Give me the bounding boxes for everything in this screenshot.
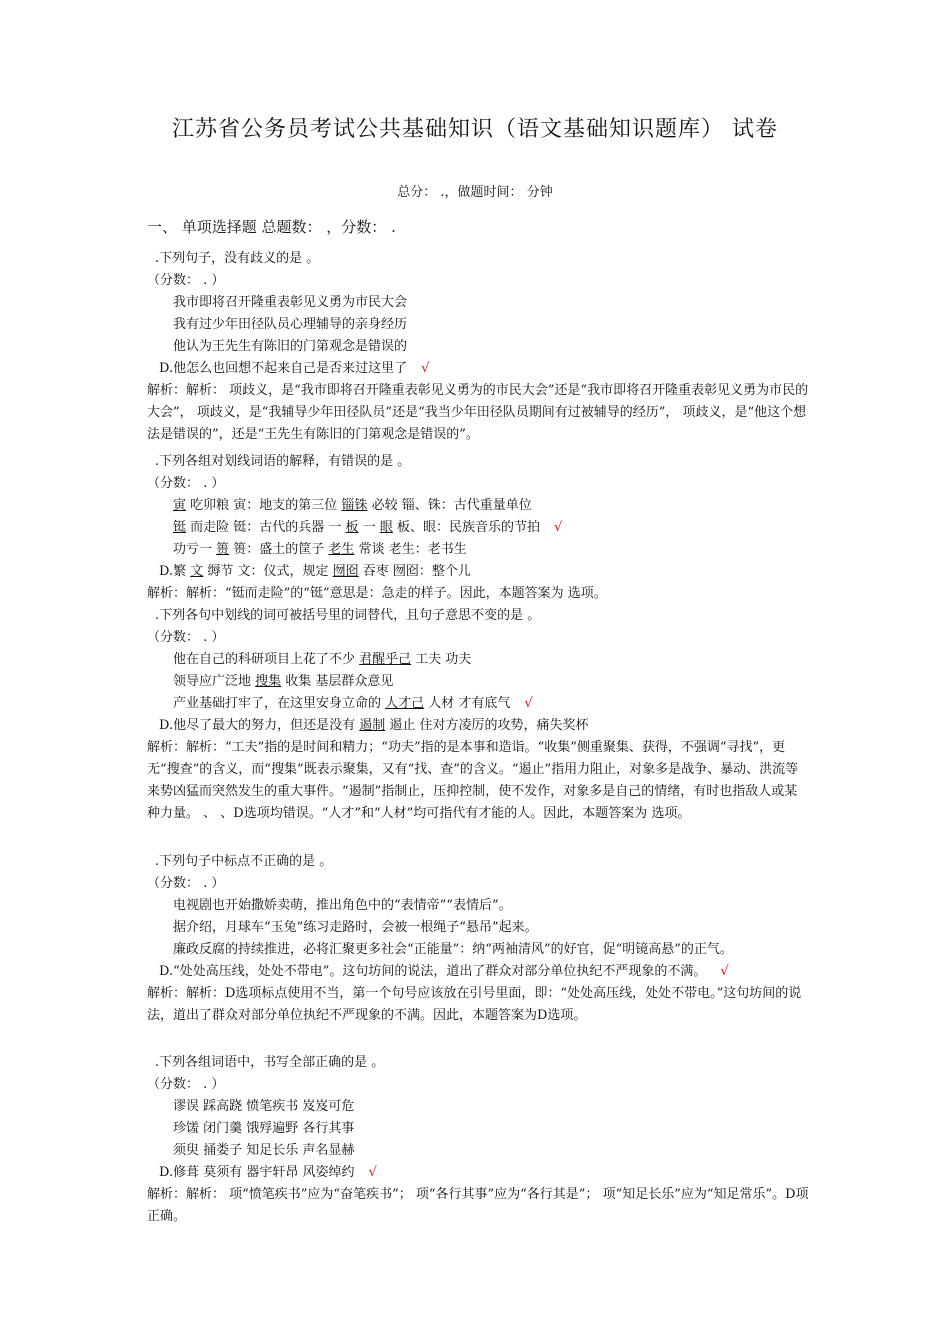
- correct-check-mark: √: [524, 696, 533, 711]
- option-d-text: D.“处处高压线，处处不带电”。这句坊间的说法，道出了群众对部分单位执纪不严现象的不满。: [159, 964, 707, 979]
- option-a: [147, 649, 809, 671]
- option-d: [147, 715, 809, 737]
- correct-check-mark: √: [553, 520, 563, 535]
- option-d: [147, 358, 809, 380]
- underlined-word: 板: [345, 520, 359, 535]
- underlined-word: 搜集: [255, 674, 282, 689]
- option-c: 须臾 捅娄子 知足长乐 声名显赫: [173, 1143, 355, 1158]
- option-text: 缛节 文：仪式，规定: [203, 564, 333, 579]
- question-score: （分数： . ）: [147, 630, 225, 645]
- option-text: 工夫 功夫: [411, 652, 472, 667]
- question-stem: .下列句子中标点不正确的是 。: [155, 854, 333, 869]
- question-score: （分数： . ）: [147, 876, 225, 891]
- question-stem: .下列各句中划线的词可被括号里的词替代，且句子意思不变的是 。: [155, 608, 541, 623]
- option-text: 功亏一: [173, 542, 217, 557]
- option-d: [147, 961, 809, 983]
- option-d-text: D.修葺 莫须有 器宇轩昂 风姿绰约: [159, 1165, 355, 1180]
- option-c: 他认为王先生有陈旧的门第观念是错误的: [173, 339, 408, 354]
- underlined-word: 寅: [173, 498, 187, 513]
- underlined-word: 铤: [173, 520, 187, 535]
- option-c: [147, 539, 809, 561]
- option-a: 谬误 踩高跷 愤笔疾书 岌岌可危: [173, 1099, 355, 1114]
- correct-check-mark: √: [421, 361, 430, 376]
- option-d: [147, 561, 809, 583]
- option-text: 吃卯粮 寅：地支的第三位: [186, 498, 342, 513]
- option-c: 廉政反腐的持续推进，必将汇聚更多社会“正能量”：纳“两袖清风”的好官，促“明镜高悬”的正气。: [173, 942, 733, 957]
- option-text: 他在自己的科研项目上花了不少: [173, 652, 360, 667]
- question-stem: .下列句子，没有歧义的是 。: [155, 251, 320, 266]
- underlined-word: 文: [190, 564, 204, 579]
- option-text: 必较 锱、铢：古代重量单位: [367, 498, 532, 513]
- option-text: 板、眼：民族音乐的节拍: [392, 520, 540, 535]
- question-score: （分数： . ）: [147, 273, 225, 288]
- section-heading: 一、 单项选择题 总题数： ，分数： .: [147, 218, 396, 236]
- option-text: D.繁: [159, 564, 191, 579]
- option-text: 领导应广泛地: [173, 674, 256, 689]
- option-c: [147, 693, 809, 715]
- score-time-line: 总分： .，做题时间： 分钟: [397, 185, 553, 200]
- underlined-word: 眼: [379, 520, 393, 535]
- option-text: 而走险 铤：古代的兵器 一: [186, 520, 346, 535]
- option-text: 产业基础打牢了，在这里安身立命的: [173, 696, 386, 711]
- option-text: 收集 基层群众意见: [281, 674, 394, 689]
- question-stem: .下列各组对划线词语的解释，有错误的是 。: [155, 454, 411, 469]
- underlined-word: 囫囵: [332, 564, 359, 579]
- option-d: [147, 1162, 809, 1184]
- option-b: [147, 671, 809, 693]
- option-text: 篑：盛土的筐子: [229, 542, 329, 557]
- option-text: 常谈 老生：老书生: [354, 542, 467, 557]
- question-stem: .下列各组词语中，书写全部正确的是 。: [155, 1055, 385, 1070]
- option-text: 一: [358, 520, 380, 535]
- option-a: 我市即将召开隆重表彰见义勇为市民大会: [173, 295, 408, 310]
- underlined-word: 篑: [216, 542, 230, 557]
- analysis: 解析：解析：D选项标点使用不当，第一个句号应该放在引号里面，即：“处处高压线，处处不带电。”这句坊间的说法，道出了群众对部分单位执纪不严现象的不满。因此，本题答案为D选项。: [147, 986, 802, 1023]
- question-5: [147, 1052, 809, 1228]
- correct-check-mark: √: [720, 964, 729, 979]
- underlined-word: 遏制: [359, 718, 386, 733]
- analysis: 解析：解析：“铤而走险”的“铤”意思是：急走的样子。因此，本题答案为 选项。: [147, 586, 607, 601]
- underlined-word: 人才己: [385, 696, 425, 711]
- question-4: [147, 851, 809, 1027]
- option-a: [147, 495, 809, 517]
- correct-check-mark: √: [368, 1165, 377, 1180]
- option-b: 我有过少年田径队员心理辅导的亲身经历: [173, 317, 408, 332]
- question-score: （分数： . ）: [147, 1077, 225, 1092]
- question-2: [147, 451, 809, 605]
- underlined-word: 老生: [328, 542, 355, 557]
- option-text: 遏止 住对方凌厉的攻势，痛失奖杯: [385, 718, 589, 733]
- option-text: D.他尽了最大的努力，但还是没有: [159, 718, 360, 733]
- underlined-word: 锱铢: [341, 498, 368, 513]
- option-b: [147, 517, 809, 539]
- analysis: 解析：解析： 项“愤笔疾书”应为“奋笔疾书”； 项“各行其事”应为“各行其是”； 项“知足长乐”应为“知足常乐”。D项正确。: [147, 1187, 809, 1224]
- underlined-word: 君醒乎己: [359, 652, 412, 667]
- option-text: 人材 才有底气: [424, 696, 511, 711]
- analysis: 解析：解析：“工夫”指的是时间和精力；“功夫”指的是本事和造诣。“收集”侧重聚集、获得，不强调“寻找”，更无“搜查”的含义，而“搜集”既表示聚集，又有“找、查”的含义。“遏止”指用力阻止，对象多是战争、暴动、洪流等来势凶猛而突然发生的重大事件。“遏制”指制止，压抑控制，使不发作，对象多是自己的情绪，有时也指敌人或某种力量。 、 、D选项均错误。“人才”和“人材”均可指代有才能的人。因此，本题答案为 选项。: [147, 740, 799, 821]
- question-1: [147, 248, 809, 446]
- question-score: （分数： . ）: [147, 476, 225, 491]
- analysis: 解析：解析： 项歧义，是“我市即将召开隆重表彰见义勇为的市民大会”还是“我市即将召开隆重表彰见义勇为市民的大会”， 项歧义，是“我辅导少年田径队员”还是“我当少年田径队员期间有过被辅导的经历”， 项歧义，是“他这个想法是错误的”，还是“王先生有陈旧的门第观念是错误的”。: [147, 383, 809, 442]
- option-d-text: D.他怎么也回想不起来自己是否来过这里了: [159, 361, 408, 376]
- option-b: 据介绍，月球车“玉兔”练习走路时，会被一根绳子“悬吊”起来。: [173, 920, 538, 935]
- option-text: 吞枣 囫囵：整个儿: [358, 564, 471, 579]
- option-a: 电视剧也开始撒娇卖萌，推出角色中的“表情帝”“表情后”。: [173, 898, 512, 913]
- question-3: [147, 605, 809, 825]
- option-b: 珍馐 闭门羹 饿殍遍野 各行其事: [173, 1121, 355, 1136]
- document-title: 江苏省公务员考试公共基础知识（语文基础知识题库） 试卷: [172, 117, 778, 142]
